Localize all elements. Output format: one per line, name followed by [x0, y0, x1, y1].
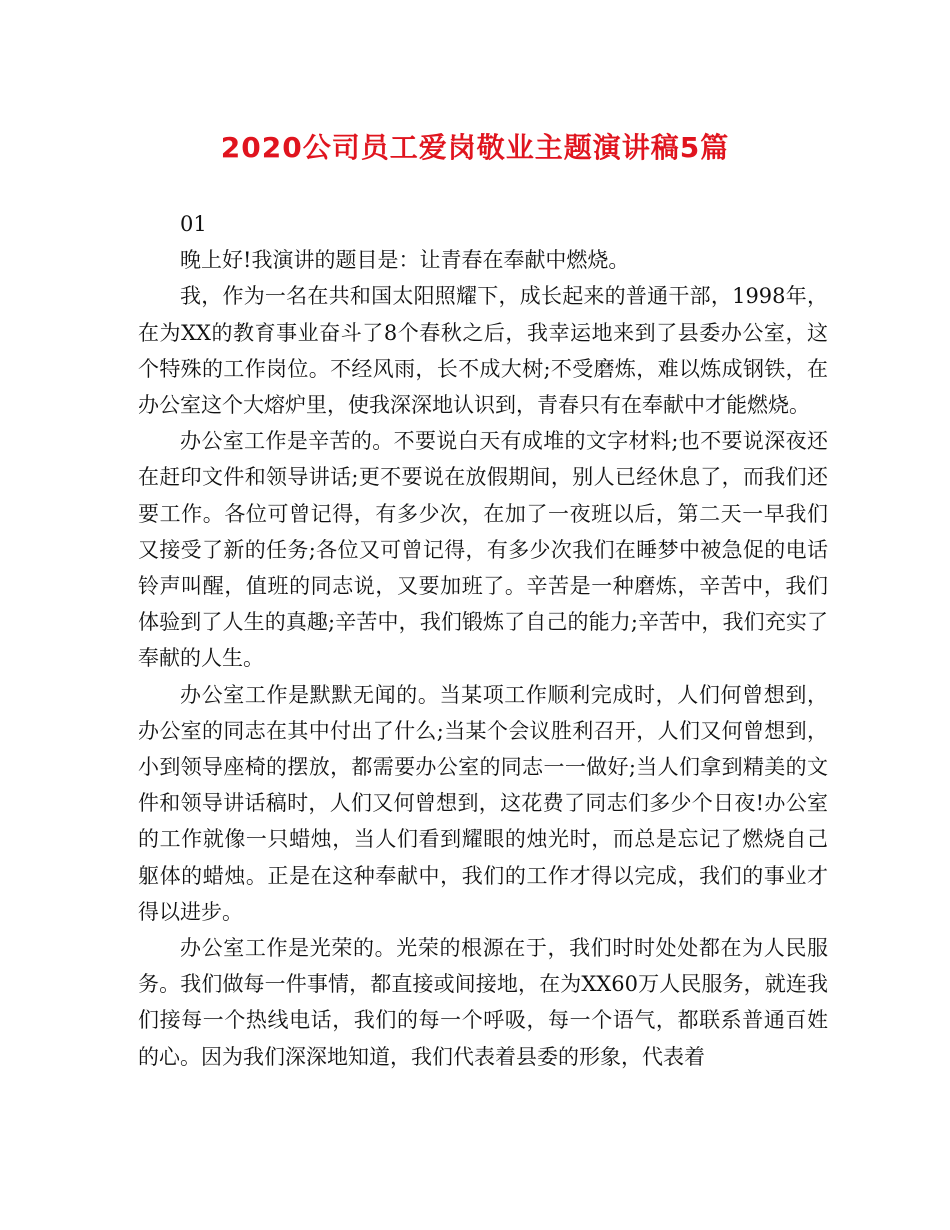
- body-paragraph: 办公室工作是辛苦的。不要说白天有成堆的文字材料;也不要说深夜还在赶印文件和领导讲话;更不要说在放假期间，别人已经休息了，而我们还要工作。各位可曾记得，有多少次，在加了一夜班以后，第二天一早我们又接受了新的任务;各位又可曾记得，有多少次我们在睡梦中被急促的电话铃声叫醒，值班的同志说，又要加班了。辛苦是一种磨炼，辛苦中，我们体验到了人生的真趣;辛苦中，我们锻炼了自己的能力;辛苦中，我们充实了奉献的人生。: [138, 429, 828, 671]
- document-body: [138, 206, 828, 1075]
- body-paragraph: 办公室工作是默默无闻的。当某项工作顺利完成时，人们何曾想到，办公室的同志在其中付出了什么;当某个会议胜利召开，人们又何曾想到，小到领导座椅的摆放，都需要办公室的同志一一做好;当人们拿到精美的文件和领导讲话稿时，人们又何曾想到，这花费了同志们多少个日夜!办公室的工作就像一只蜡烛，当人们看到耀眼的烛光时，而总是忘记了燃烧自己躯体的蜡烛。正是在这种奉献中，我们的工作才得以完成，我们的事业才得以进步。: [138, 682, 828, 924]
- document-title: 2020公司员工爱岗敬业主题演讲稿5篇: [220, 131, 730, 164]
- greeting-paragraph: 晚上好!我演讲的题目是：让青春在奉献中燃烧。: [180, 248, 630, 273]
- body-paragraph: 我，作为一名在共和国太阳照耀下，成长起来的普通干部，1998年，在为XX的教育事业奋斗了8个春秋之后，我幸运地来到了县委办公室，这个特殊的工作岗位。不经风雨，长不成大树;不受磨炼，难以炼成钢铁，在办公室这个大熔炉里，使我深深地认识到，青春只有在奉献中才能燃烧。: [138, 284, 828, 418]
- body-paragraph: 办公室工作是光荣的。光荣的根源在于，我们时时处处都在为人民服务。我们做每一件事情，都直接或间接地，在为XX60万人民服务，就连我们接每一个热线电话，我们的每一个呼吸，每一个语气，都联系普通百姓的心。因为我们深深地知道，我们代表着县委的形象，代表着: [138, 936, 828, 1069]
- section-number: 01: [180, 212, 207, 236]
